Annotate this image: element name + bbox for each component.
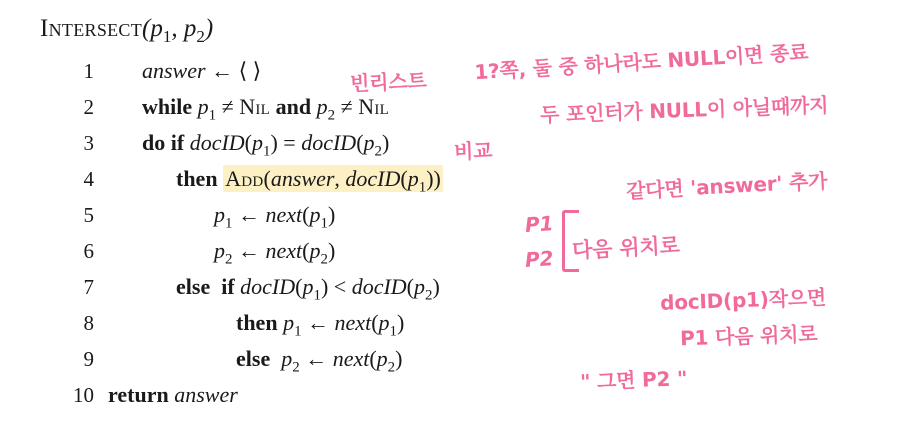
annotation-null-terminate: 1?쪽, 둘 중 하나라도 NULL이면 종료	[473, 39, 809, 85]
line-number: 3	[83, 131, 94, 155]
code-line-2	[40, 94, 600, 130]
line-code: else $p_2$ ← $next(p_2)$	[236, 346, 403, 376]
procedure-name: Intersect	[40, 15, 143, 42]
annotation-compare: 비교	[453, 138, 493, 164]
line-code: then $p_1$ ← $next(p_1)$	[236, 310, 405, 340]
code-line-6	[40, 238, 600, 274]
line-number: 9	[83, 347, 94, 371]
annotation-while-condition: 두 포인터가 NULL이 아닐때까지	[539, 92, 829, 128]
code-line-5	[40, 202, 600, 238]
annotation-p2: P2	[524, 246, 554, 272]
procedure-title: $Intersect(p_1$, $p_2$)	[40, 15, 214, 46]
line-code: answer ← ⟨ ⟩	[142, 58, 262, 83]
line-number: 4	[83, 167, 94, 191]
line-number: 8	[83, 311, 94, 335]
line-number: 1	[83, 59, 94, 83]
annotation-docid-smaller: docID(p1)작으면	[659, 285, 827, 315]
annotation-p1-next: P1 다음 위치로	[679, 321, 818, 351]
code-line-9	[40, 346, 600, 382]
line-number: 2	[83, 95, 94, 119]
line-code: return answer	[108, 382, 238, 407]
annotation-empty-list: 빈리스트	[349, 68, 428, 96]
code-line-8	[40, 310, 600, 346]
line-code: while $p_1$ ≠ Nil and $p_2$ ≠ Nil	[142, 94, 390, 124]
line-code: $p_1$ ← $next(p_1)$	[214, 202, 336, 232]
line-code: $p_2$ ← $next(p_2)$	[214, 238, 336, 268]
annotation-add-answer: 같다면 'answer' 추가	[625, 168, 828, 204]
line-number: 6	[83, 239, 94, 263]
code-line-7	[40, 274, 600, 310]
annotation-next-position: 다음 위치로	[571, 233, 681, 263]
line-code: then Add(answer, $docID(p_1)$)	[176, 166, 441, 196]
annotation-p1: P1	[524, 211, 554, 237]
line-code: do if $docID(p_1)$ = $docID(p_2)$	[142, 130, 390, 160]
line-code: else if $docID(p_1)$ < $docID(p_2)$	[176, 274, 440, 304]
annotation-else-p2: " 그면 P2 "	[579, 366, 688, 394]
line-number: 10	[73, 383, 94, 407]
code-line-4	[40, 166, 600, 202]
code-line-10	[40, 382, 600, 418]
line-number: 7	[83, 275, 94, 299]
code-line-3	[40, 130, 600, 166]
line-number: 5	[83, 203, 94, 227]
